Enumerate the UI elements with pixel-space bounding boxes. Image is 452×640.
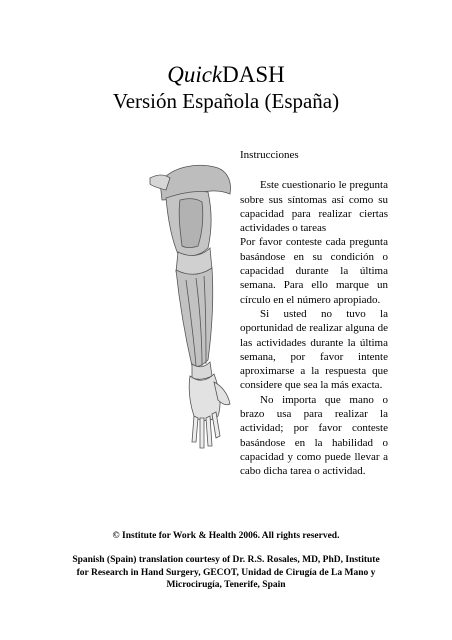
finger-2	[200, 418, 204, 448]
finger-3	[206, 416, 212, 446]
instructions-paragraph-3: Si usted no tuvo la oportunidad de realizar alguna de las actividades durante la última semana, por favor intente aproximarse a la respuesta que considere que sea la más exacta.	[240, 307, 388, 392]
arm-anatomy-illustration	[148, 160, 248, 450]
translation-credit: Spanish (Spain) translation courtesy of Dr. R.S. Rosales, MD, PhD, Institute for Research in Hand Surgery, GECOT, Unidad de Cirugía de La Mano y Microcirugía, Tenerife, Spain	[72, 555, 380, 590]
biceps-muscle	[179, 199, 203, 248]
document-title	[0, 62, 452, 88]
document-subtitle: Versión Española (España)	[112, 89, 340, 113]
instructions-paragraph-4: No importa que mano o brazo usa para realizar la actividad; por favor conteste basándose en la habilidad o capacidad y como puede llevar a cabo dicha tarea o actividad.	[240, 393, 388, 478]
finger-4	[212, 412, 220, 438]
shoulder-edge	[150, 175, 170, 190]
instructions-heading: Instrucciones	[240, 149, 299, 161]
instructions-paragraph-1: Este cuestionario le pregunta sobre sus síntomas así como su capacidad para realizar ciertas actividades o tareas	[240, 179, 388, 235]
copyright-notice: © Institute for Work & Health 2006. All rights reserved.	[112, 531, 340, 541]
finger-1	[192, 416, 198, 442]
title-italic: Quick	[167, 62, 223, 87]
instructions-block	[240, 148, 388, 479]
instructions-paragraph-2: Por favor conteste cada pregunta basándose en su condición o capacidad durante la última semana. Para ello marque un círculo en el número apropiado.	[240, 236, 388, 306]
title-rest: DASH	[222, 62, 285, 87]
